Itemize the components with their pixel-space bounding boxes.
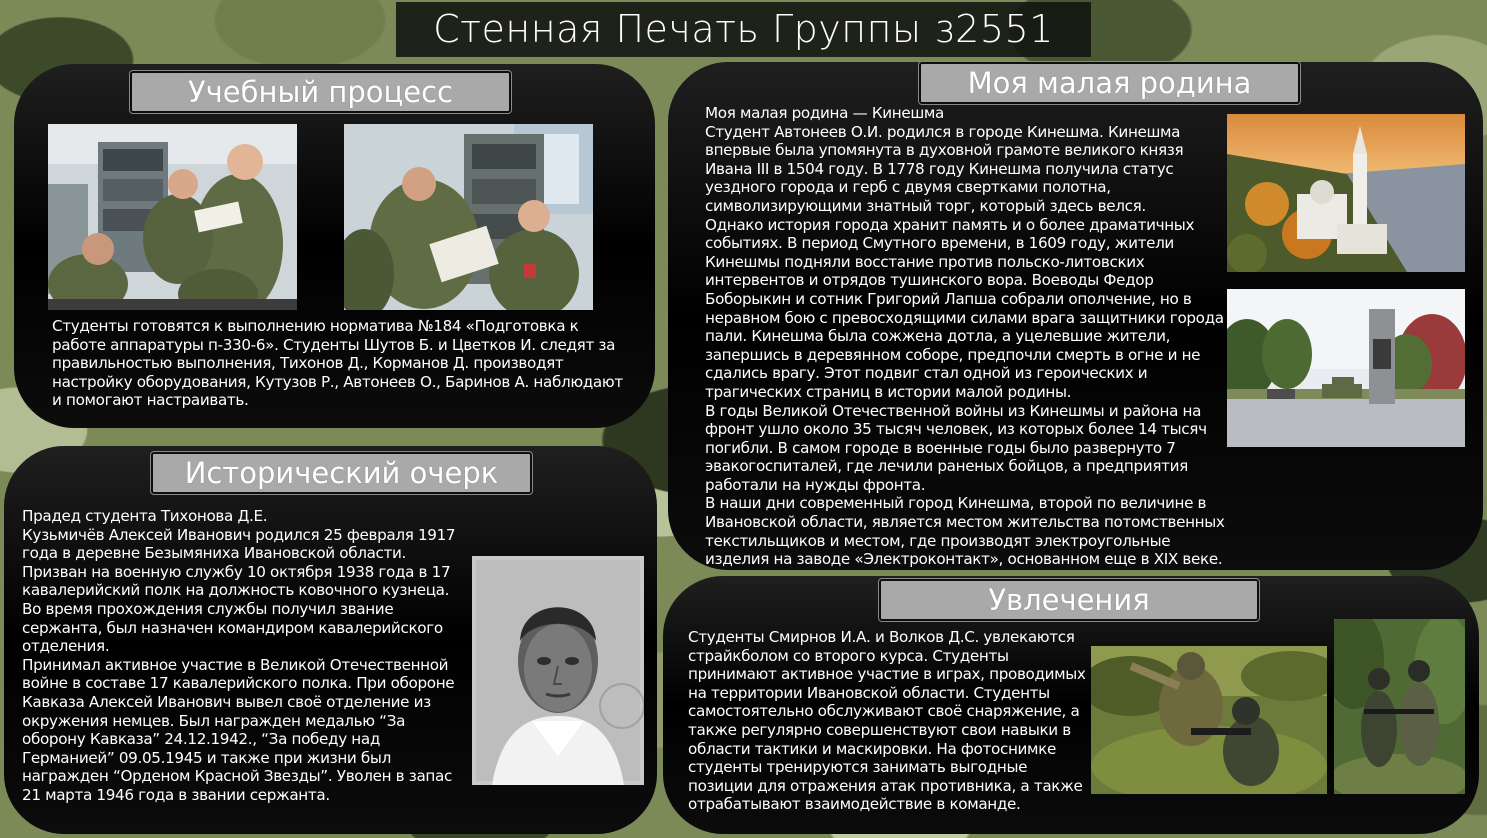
portrait-photo xyxy=(472,556,644,785)
homeland-text xyxy=(705,104,1226,569)
history-para-2: Кузьмичёв Алексей Иванович родился 25 февраля 1917 года в деревне Безымяниха Ивановской области. Призван на военную службу 10 октября 1938 года в 17 кавалерийский полк на должность ковочного кузнеца. Во время прохождения службы получил звание сержанта, был назначен командиром кавалерийского отделения. xyxy=(22,525,456,656)
homeland-header: Моя малая родина xyxy=(919,62,1300,104)
hobbies-header: Увлечения xyxy=(879,579,1259,621)
memorial-photo xyxy=(1227,289,1465,447)
study-photo-1 xyxy=(48,124,297,310)
kineshma-photo xyxy=(1227,114,1465,272)
history-text xyxy=(22,507,468,805)
airsoft-photo-1 xyxy=(1091,646,1327,794)
homeland-para-2: Студент Автонеев О.И. родился в городе Кинешма. Кинешма впервые была упомянута в духовной грамоте великого князя Ивана III в 1504 году. В 1778 году Кинешма получила статус уездного города и герб с двумя свертками полотна, символизирующими знатный торг, который здесь велся. xyxy=(705,122,1184,215)
study-text: Студенты готовятся к выполнению норматива №184 «Подготовка к работе аппаратуры п-330-6». Студенты Шутов Б. и Цветков И. следят за правильностью выполнения, Тихонов Д., Корманов Д. производят настройку оборудования, Кутузов Р., Автонеев О., Баринов А. наблюдают и помогают настраивать. xyxy=(52,317,623,410)
history-para-3: Принимал активное участие в Великой Отечественной войне в составе 17 кавалерийского полка. При обороне Кавказа Алексей Иванович вывел своё отделение из окружения немцев. Был награжден медалью “За оборону Кавказа” 24.12.1942., “За победу над Германией” 09.05.1945 и также при жизни был награжден “Орденом Красной Звезды”. Уволен в запас 21 марта 1946 года в звании сержанта. xyxy=(22,655,455,804)
homeland-para-5: В наши дни современный город Кинешма, второй по величине в Ивановской области, является местом жительства потомственных текстильщиков и местом, где производят электроугольные изделия на заводе «Электроконтакт», основанном еще в XIX веке. xyxy=(705,494,1225,569)
study-header: Учебный процесс xyxy=(130,71,511,113)
study-photo-2 xyxy=(344,124,593,310)
history-para-1: Прадед студента Тихонова Д.Е. xyxy=(22,507,268,525)
page-title: Стенная Печать Группы з2551 xyxy=(396,2,1091,57)
homeland-para-4: В годы Великой Отечественной войны из Кинешмы и района на фронт ушло около 35 тысяч человек, из которых более 14 тысяч погибли. В самом городе в военные годы было развернуто 7 эвакогоспиталей, где лечили раненых бойцов, а предприятия работали на нужды фронта. xyxy=(705,401,1207,494)
homeland-para-1: Моя малая родина — Кинешма xyxy=(705,104,944,122)
history-header: Исторический очерк xyxy=(151,452,532,494)
homeland-para-3: Однако история города хранит память и о более драматичных событиях. В период Смутного времени, в 1609 году, жители Кинешмы подняли восстание против польско-литовских интервентов и отрядов тушинского вора. Воеводы Федор Боборыкин и сотник Григорий Лапша собрали ополчение, но в неравном бою с превосходящими силами врага защитники города пали. Кинешма была сожжена дотла, а уцелевшие жители, запершись в деревянном соборе, предпочли смерть в огне и не сдались врагу. Этот подвиг стал одной из героических и трагических страниц в истории малой родины. xyxy=(705,215,1224,401)
airsoft-photo-2 xyxy=(1334,619,1465,794)
hobbies-text: Студенты Смирнов И.А. и Волков Д.С. увлекаются страйкболом со второго курса. Студенты принимают активное участие в играх, проводимых на территории Ивановской области. Студенты самостоятельно обслуживают своё снаряжение, а также регулярно совершенствуют свои навыки в области тактики и маскировки. На фотоснимке студенты тренируются занимать выгодные позиции для отражения атак противника, а также отрабатывают взаимодействие в команде. xyxy=(688,628,1086,814)
